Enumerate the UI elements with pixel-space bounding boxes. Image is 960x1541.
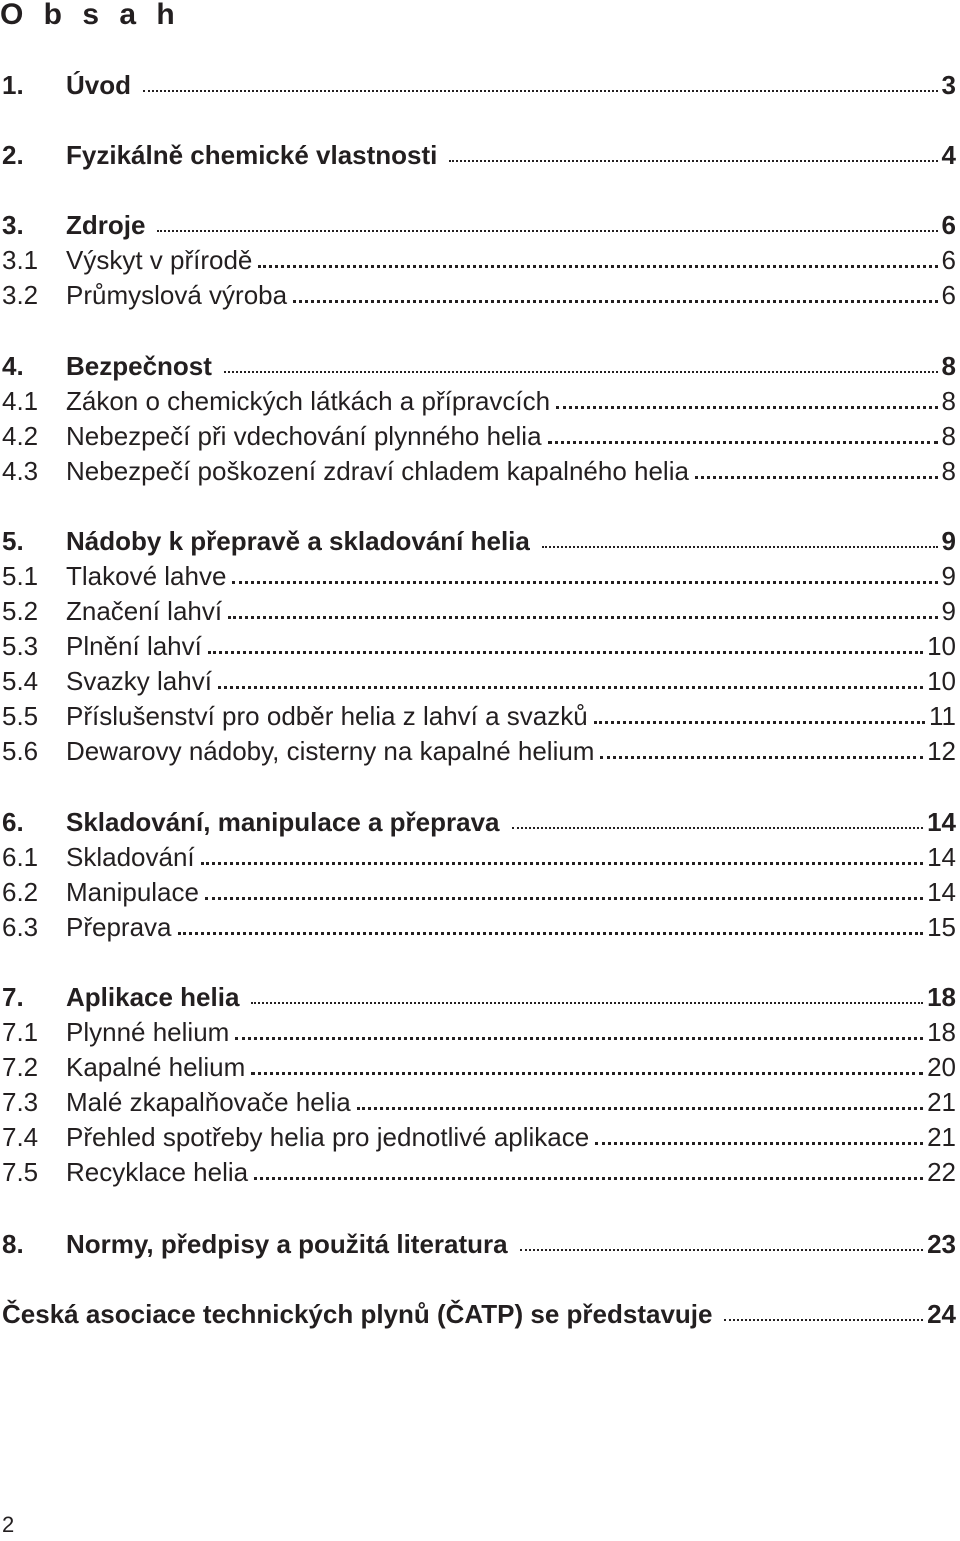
toc-entry-page: 9 bbox=[941, 526, 956, 556]
toc-entry-number: 5.1 bbox=[2, 561, 39, 591]
toc-entry[interactable] bbox=[2, 662, 956, 696]
toc-leader-dots bbox=[157, 230, 937, 232]
toc-entry-number: 5.5 bbox=[2, 701, 39, 731]
toc-leader-dots bbox=[143, 90, 938, 92]
toc-entry-number: 4.2 bbox=[2, 421, 39, 451]
toc-entry-number: 5.3 bbox=[2, 631, 39, 661]
toc-leader-dots bbox=[235, 1037, 923, 1040]
toc-entry[interactable] bbox=[2, 452, 956, 486]
toc-entry-number: 4.1 bbox=[2, 386, 39, 416]
toc-entry-page: 22 bbox=[927, 1157, 956, 1187]
toc-leader-dots bbox=[449, 160, 937, 162]
toc-leader-dots bbox=[251, 1072, 923, 1075]
toc-entry-number: 5. bbox=[2, 526, 24, 556]
toc-entry-number: 3. bbox=[2, 210, 24, 240]
toc-entry-number: 7.4 bbox=[2, 1122, 39, 1152]
toc-entry-label: Nebezpečí při vdechování plynného helia bbox=[66, 421, 542, 451]
toc-entry-page: 12 bbox=[927, 736, 956, 766]
toc-entry-label: Svazky lahví bbox=[66, 666, 212, 696]
toc-leader-dots bbox=[594, 721, 925, 724]
toc-entry[interactable] bbox=[2, 241, 956, 275]
toc-entry-label: Dewarovy nádoby, cisterny na kapalné helium bbox=[66, 736, 595, 766]
toc-entry-label: Malé zkapalňovače helia bbox=[66, 1087, 351, 1117]
toc-entry[interactable] bbox=[2, 136, 956, 170]
toc-leader-dots bbox=[254, 1177, 923, 1180]
toc-leader-dots bbox=[548, 441, 938, 444]
toc-leader-dots bbox=[228, 616, 937, 619]
toc-leader-dots bbox=[695, 476, 938, 479]
toc-entry-number: 5.6 bbox=[2, 736, 39, 766]
toc-entry[interactable] bbox=[2, 1083, 956, 1117]
toc-entry-page: 8 bbox=[941, 456, 956, 486]
toc-leader-dots bbox=[520, 1249, 923, 1251]
toc-entry-page: 6 bbox=[941, 280, 956, 310]
toc-entry-label: Skladování bbox=[66, 842, 195, 872]
toc-leader-dots bbox=[724, 1319, 923, 1321]
toc-entry-label: Fyzikálně chemické vlastnosti bbox=[66, 140, 438, 170]
toc-entry-label: Výskyt v přírodě bbox=[66, 245, 253, 275]
toc-leader-dots bbox=[205, 897, 923, 900]
toc-entry-label: Normy, předpisy a použitá literatura bbox=[66, 1229, 508, 1259]
toc-leader-dots bbox=[293, 300, 937, 303]
toc-entry-label: Tlakové lahve bbox=[66, 561, 227, 591]
toc-entry-number: 7. bbox=[2, 982, 24, 1012]
toc-entry-number: 6. bbox=[2, 807, 24, 837]
toc-entry[interactable] bbox=[2, 557, 956, 591]
toc-entry-label: Nebezpečí poškození zdraví chladem kapalného helia bbox=[66, 456, 689, 486]
toc-leader-dots bbox=[357, 1107, 923, 1110]
toc-entry[interactable] bbox=[2, 803, 956, 837]
toc-entry-page: 11 bbox=[929, 701, 956, 731]
toc-entry[interactable] bbox=[2, 522, 956, 556]
toc-leader-dots bbox=[600, 756, 923, 759]
toc-entry[interactable] bbox=[2, 382, 956, 416]
toc-leader-dots bbox=[251, 1002, 923, 1004]
toc-entry-label: Česká asociace technických plynů (ČATP) se představuje bbox=[2, 1299, 713, 1329]
toc-entry[interactable] bbox=[2, 417, 956, 451]
toc-entry-page: 10 bbox=[927, 631, 956, 661]
toc-entry-number: 7.1 bbox=[2, 1017, 39, 1047]
toc-entry-page: 21 bbox=[927, 1122, 956, 1152]
toc-entry[interactable] bbox=[2, 732, 956, 766]
toc-entry-number: 3.1 bbox=[2, 245, 39, 275]
toc-entry-label: Plnění lahví bbox=[66, 631, 202, 661]
toc-entry-number: 3.2 bbox=[2, 280, 39, 310]
toc-entry-page: 23 bbox=[927, 1229, 956, 1259]
toc-entry[interactable] bbox=[2, 908, 956, 942]
toc-entry-page: 4 bbox=[941, 140, 956, 170]
toc-entry[interactable] bbox=[2, 1013, 956, 1047]
toc-entry-label: Úvod bbox=[66, 70, 131, 100]
toc-entry[interactable] bbox=[2, 978, 956, 1012]
toc-entry-page: 9 bbox=[941, 561, 956, 591]
toc-entry-label: Zákon o chemických látkách a přípravcích bbox=[66, 386, 551, 416]
toc-entry-page: 8 bbox=[941, 421, 956, 451]
toc-entry-page: 14 bbox=[927, 877, 956, 907]
toc-entry-page: 6 bbox=[941, 245, 956, 275]
toc-entry[interactable] bbox=[2, 1295, 956, 1329]
toc-entry-page: 8 bbox=[941, 351, 956, 381]
toc-entry-page: 10 bbox=[927, 666, 956, 696]
toc-entry-label: Příslušenství pro odběr helia z lahví a svazků bbox=[66, 701, 588, 731]
toc-leader-dots bbox=[556, 406, 937, 409]
toc-entry[interactable] bbox=[2, 592, 956, 626]
page-number: 2 bbox=[2, 1512, 15, 1537]
toc-entry-number: 1. bbox=[2, 70, 24, 100]
toc-entry-label: Plynné helium bbox=[66, 1017, 230, 1047]
toc-entry-label: Nádoby k přepravě a skladování helia bbox=[66, 526, 530, 556]
toc-entry[interactable] bbox=[2, 627, 956, 661]
toc-leader-dots bbox=[258, 265, 937, 268]
toc-entry-page: 14 bbox=[927, 842, 956, 872]
toc-entry[interactable] bbox=[2, 1048, 956, 1082]
toc-entry-page: 3 bbox=[941, 70, 956, 100]
toc-entry[interactable] bbox=[2, 697, 956, 731]
toc-entry-number: 6.2 bbox=[2, 877, 39, 907]
toc-entry-number: 4.3 bbox=[2, 456, 39, 486]
toc-entry-number: 4. bbox=[2, 351, 24, 381]
toc-entry-page: 14 bbox=[927, 807, 956, 837]
toc-entry-label: Aplikace helia bbox=[66, 982, 240, 1012]
toc-entry-label: Přeprava bbox=[66, 912, 172, 942]
toc-leader-dots bbox=[178, 932, 924, 935]
toc-entry-page: 18 bbox=[927, 1017, 956, 1047]
toc-leader-dots bbox=[512, 827, 924, 829]
toc-entry-label: Recyklace helia bbox=[66, 1157, 249, 1187]
toc-entry-page: 18 bbox=[927, 982, 956, 1012]
toc-entry-label: Bezpečnost bbox=[66, 351, 212, 381]
toc-leader-dots bbox=[208, 651, 923, 654]
toc-leader-dots bbox=[224, 371, 938, 373]
toc-entry-page: 20 bbox=[927, 1052, 956, 1082]
toc-leader-dots bbox=[595, 1142, 923, 1145]
page-title: O b s a h bbox=[0, 0, 181, 31]
toc-entry-page: 9 bbox=[941, 596, 956, 626]
toc-entry-page: 8 bbox=[941, 386, 956, 416]
toc-entry-label: Průmyslová výroba bbox=[66, 280, 288, 310]
toc-entry-number: 7.2 bbox=[2, 1052, 39, 1082]
toc-entry-label: Manipulace bbox=[66, 877, 199, 907]
toc-entry-page: 21 bbox=[927, 1087, 956, 1117]
toc-entry[interactable] bbox=[2, 1118, 956, 1152]
toc-entry[interactable] bbox=[2, 276, 956, 310]
toc-entry-label: Přehled spotřeby helia pro jednotlivé aplikace bbox=[66, 1122, 590, 1152]
toc-entry-number: 7.5 bbox=[2, 1157, 39, 1187]
toc-entry-label: Značení lahví bbox=[66, 596, 223, 626]
toc-entry[interactable] bbox=[2, 206, 956, 240]
toc-entry-page: 15 bbox=[927, 912, 956, 942]
toc-entry[interactable] bbox=[2, 873, 956, 907]
toc-entry-number: 5.4 bbox=[2, 666, 39, 696]
toc-entry[interactable] bbox=[2, 66, 956, 100]
toc-entry-number: 6.3 bbox=[2, 912, 39, 942]
toc-entry-label: Zdroje bbox=[66, 210, 146, 240]
toc-entry[interactable] bbox=[2, 1153, 956, 1187]
toc-entry-page: 6 bbox=[941, 210, 956, 240]
toc-entry[interactable] bbox=[2, 347, 956, 381]
toc-entry-page: 24 bbox=[927, 1299, 956, 1329]
toc-leader-dots bbox=[218, 686, 923, 689]
toc-entry-number: 6.1 bbox=[2, 842, 39, 872]
toc-entry-number: 5.2 bbox=[2, 596, 39, 626]
toc-entry-number: 8. bbox=[2, 1229, 24, 1259]
toc-entry-label: Kapalné helium bbox=[66, 1052, 246, 1082]
toc-entry[interactable] bbox=[2, 838, 956, 872]
toc-leader-dots bbox=[232, 581, 937, 584]
toc-entry-number: 7.3 bbox=[2, 1087, 39, 1117]
toc-entry[interactable] bbox=[2, 1225, 956, 1259]
toc-entry-label: Skladování, manipulace a přeprava bbox=[66, 807, 500, 837]
toc-leader-dots bbox=[201, 862, 923, 865]
toc-entry-number: 2. bbox=[2, 140, 24, 170]
toc-leader-dots bbox=[542, 546, 938, 548]
